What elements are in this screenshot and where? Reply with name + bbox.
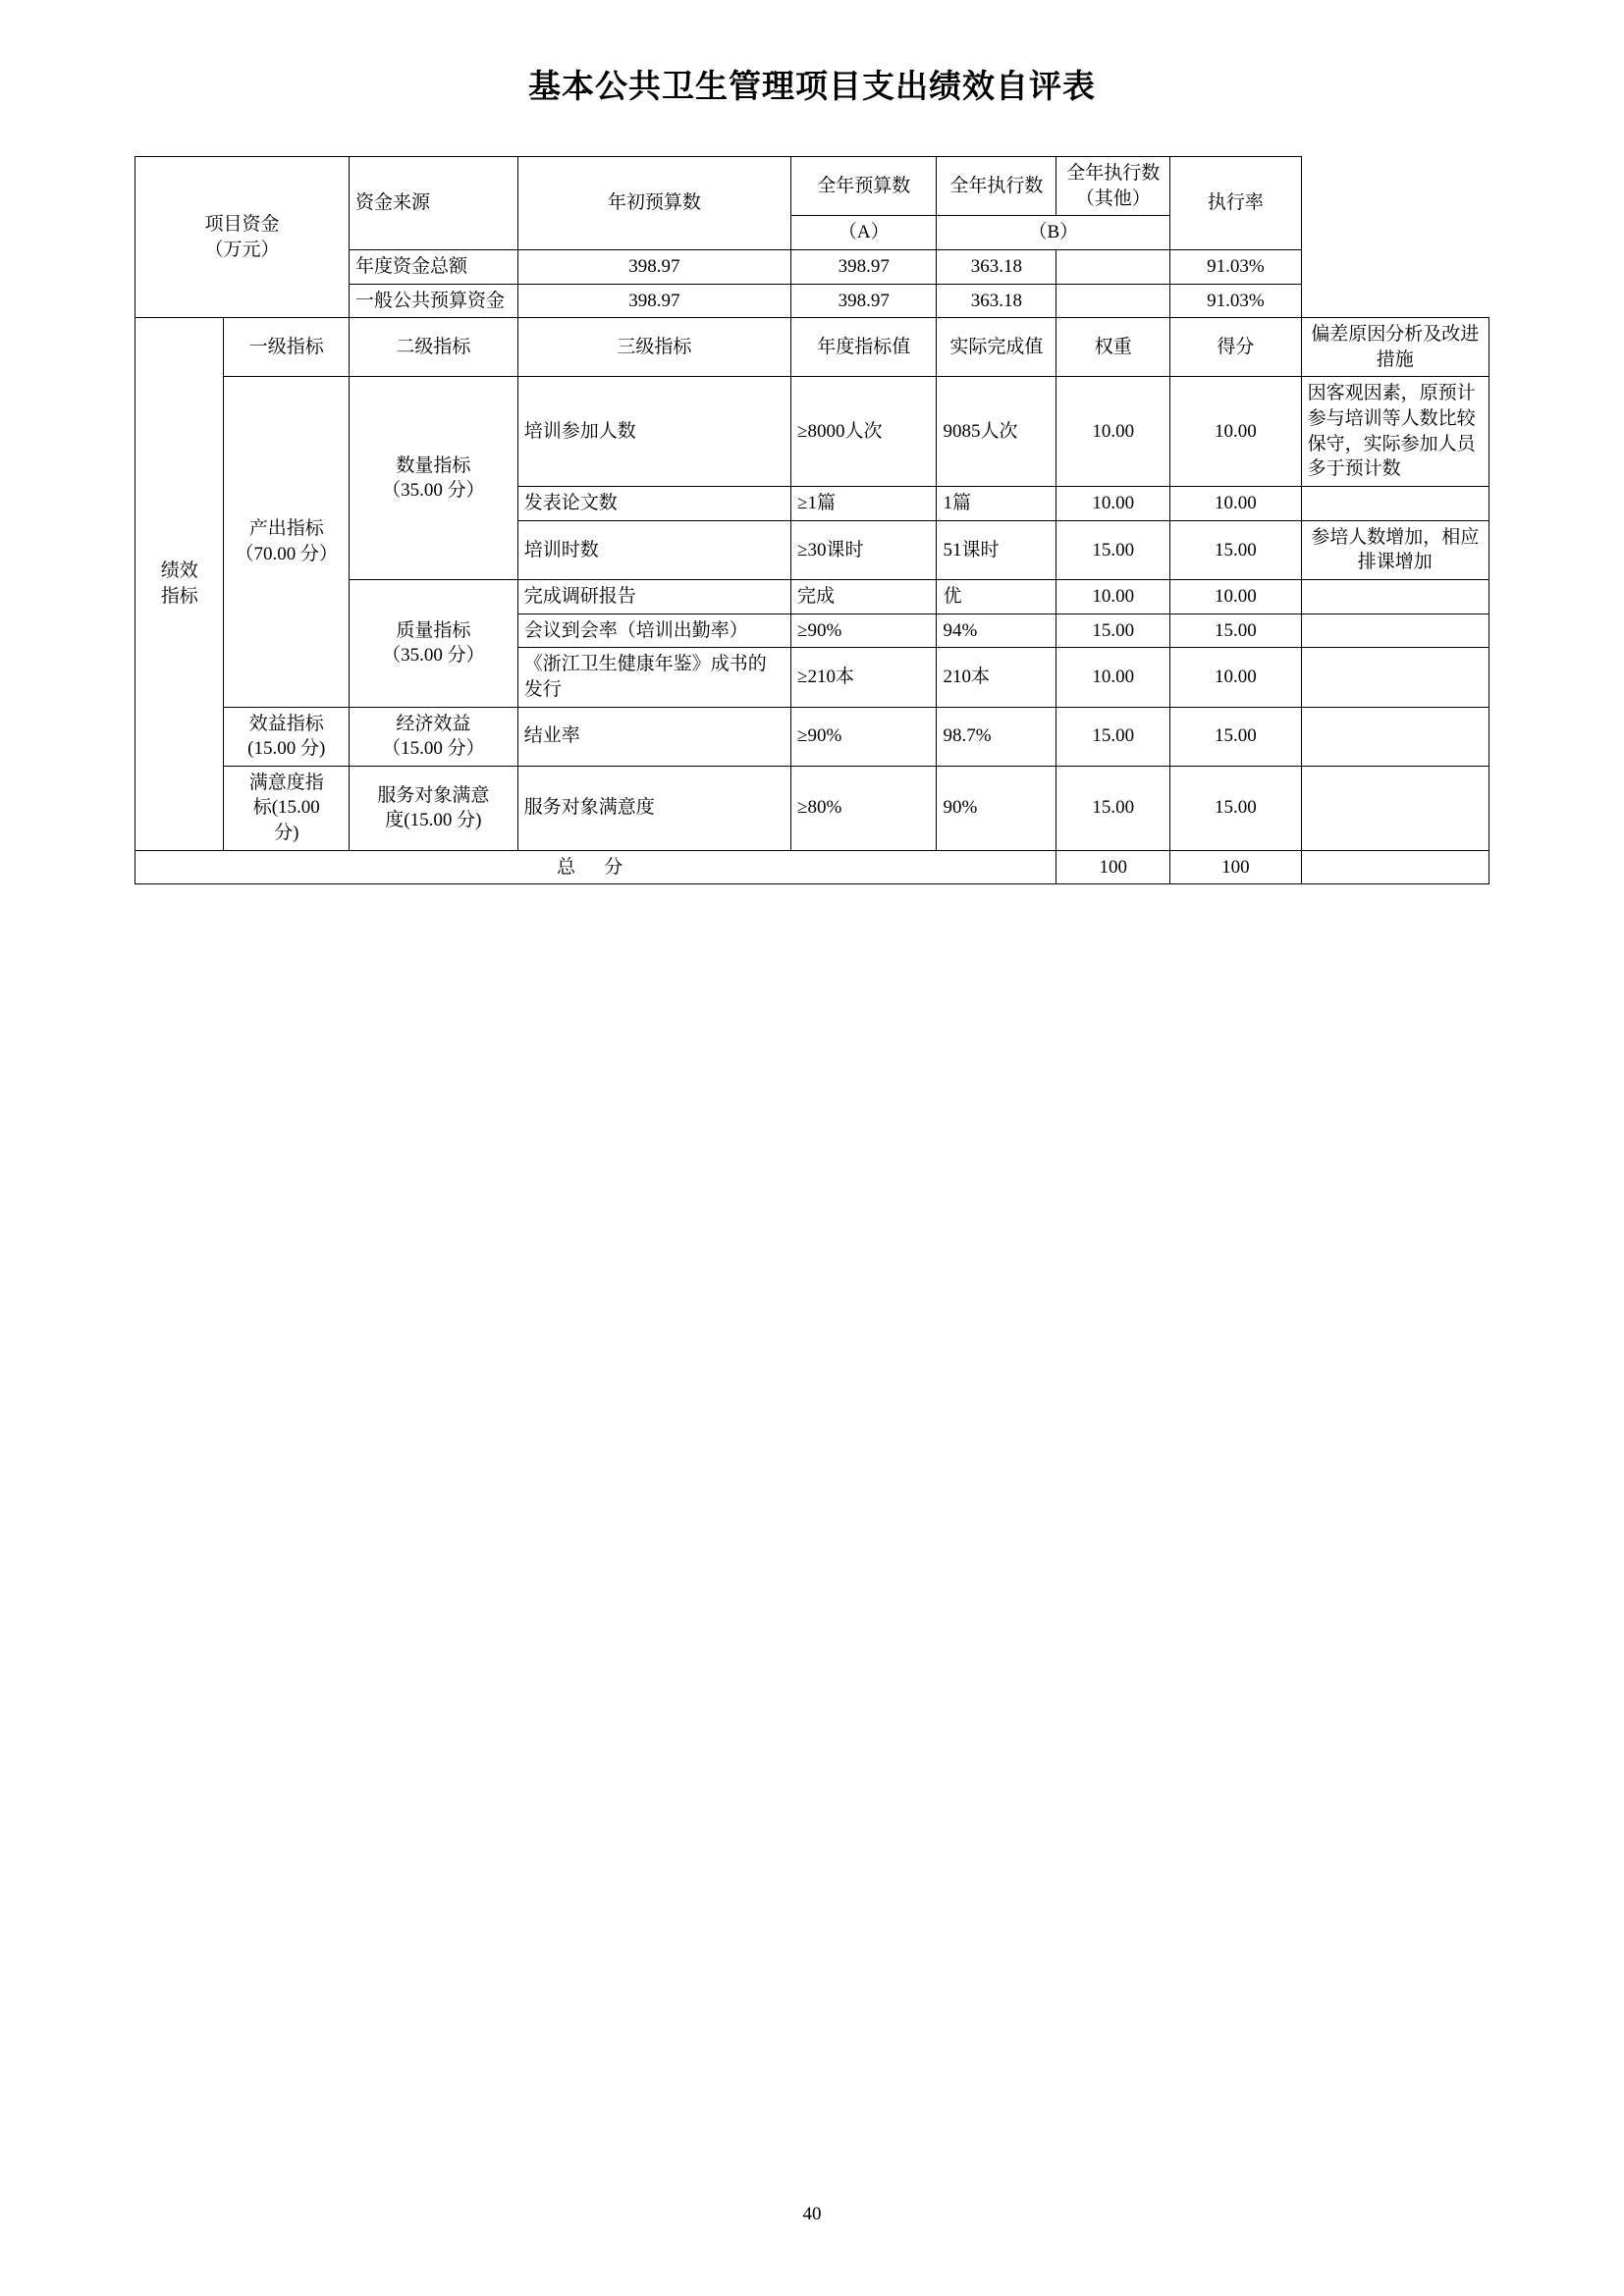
funds-annual-executed-other-value — [1056, 249, 1170, 284]
total-label: 总 分 — [135, 850, 1056, 884]
level2-quantity — [350, 377, 518, 579]
target-value: ≥30课时 — [791, 520, 937, 579]
funds-annual-executed-other-value — [1056, 284, 1170, 318]
table-row — [135, 766, 1489, 850]
weight-value: 10.00 — [1056, 487, 1170, 521]
level2-economic-benefit — [350, 707, 518, 766]
funds-annual-executed-other-header: 全年执行数（其他） — [1056, 157, 1170, 216]
page-number: 40 — [802, 2204, 822, 2224]
target-value: ≥210本 — [791, 648, 937, 707]
score-value: 15.00 — [1170, 707, 1301, 766]
actual-value: 优 — [937, 579, 1056, 614]
performance-side-label-line2: 指标 — [160, 585, 198, 607]
level1-satisfaction-line2: 标(15.00 — [252, 797, 320, 819]
weight-value: 15.00 — [1056, 707, 1170, 766]
level3-label: 服务对象满意度 — [517, 766, 790, 850]
funds-execution-rate-value: 91.03% — [1170, 284, 1301, 318]
target-value: ≥80% — [791, 766, 937, 850]
header-deviation: 偏差原因分析及改进措施 — [1301, 318, 1489, 377]
level3-label: 会议到会率（培训出勤率） — [517, 614, 790, 648]
funds-initial-budget-value: 398.97 — [517, 249, 790, 284]
funds-execution-rate-header: 执行率 — [1170, 157, 1301, 250]
performance-header-row — [135, 318, 1489, 377]
level2-quality-line2: （35.00 分） — [382, 645, 485, 667]
funds-annual-budget-value: 398.97 — [791, 249, 937, 284]
table-row — [135, 377, 1489, 487]
total-deviation — [1301, 850, 1489, 884]
deviation-note — [1301, 579, 1489, 614]
level1-benefit — [224, 707, 350, 766]
header-score: 得分 — [1170, 318, 1301, 377]
level3-label: 《浙江卫生健康年鉴》成书的发行 — [517, 648, 790, 707]
level2-economic-benefit-line1: 经济效益 — [396, 713, 471, 734]
level1-satisfaction-line3: 分) — [274, 823, 299, 844]
weight-value: 15.00 — [1056, 520, 1170, 579]
funds-source-value: 年度资金总额 — [350, 249, 518, 284]
weight-value: 10.00 — [1056, 377, 1170, 487]
header-actual-value: 实际完成值 — [937, 318, 1056, 377]
target-value: ≥8000人次 — [791, 377, 937, 487]
funds-initial-budget-header: 年初预算数 — [517, 157, 790, 250]
target-value: ≥90% — [791, 707, 937, 766]
level2-service-satisfaction — [350, 766, 518, 850]
score-value: 10.00 — [1170, 648, 1301, 707]
funds-annual-executed-header: 全年执行数 — [937, 157, 1056, 216]
score-value: 15.00 — [1170, 520, 1301, 579]
level3-label: 培训时数 — [517, 520, 790, 579]
level2-quantity-line2: （35.00 分） — [382, 480, 485, 502]
actual-value: 1篇 — [937, 487, 1056, 521]
score-value: 10.00 — [1170, 377, 1301, 487]
score-value: 10.00 — [1170, 487, 1301, 521]
header-level3: 三级指标 — [517, 318, 790, 377]
level3-label: 完成调研报告 — [517, 579, 790, 614]
funds-subheader-a: （A） — [791, 216, 937, 250]
level3-label: 发表论文数 — [517, 487, 790, 521]
actual-value: 94% — [937, 614, 1056, 648]
funds-execution-rate-value: 91.03% — [1170, 249, 1301, 284]
total-row — [135, 850, 1489, 884]
main-table — [135, 156, 1489, 884]
score-value: 15.00 — [1170, 766, 1301, 850]
performance-self-evaluation-table — [135, 156, 1489, 884]
page-title: 基本公共卫生管理项目支出绩效自评表 — [528, 68, 1096, 104]
performance-side-label-line1: 绩效 — [160, 561, 198, 582]
actual-value: 9085人次 — [937, 377, 1056, 487]
header-target-value: 年度指标值 — [791, 318, 937, 377]
actual-value: 90% — [937, 766, 1056, 850]
level3-label: 结业率 — [517, 707, 790, 766]
deviation-note — [1301, 707, 1489, 766]
deviation-note — [1301, 766, 1489, 850]
score-value: 10.00 — [1170, 579, 1301, 614]
level1-benefit-line1: 效益指标 — [248, 713, 324, 734]
funds-row-label-line1: 项目资金 — [204, 213, 280, 235]
weight-value: 10.00 — [1056, 579, 1170, 614]
target-value: 完成 — [791, 579, 937, 614]
weight-value: 15.00 — [1056, 766, 1170, 850]
funds-annual-executed-value: 363.18 — [937, 284, 1056, 318]
level3-label: 培训参加人数 — [517, 377, 790, 487]
funds-annual-executed-value: 363.18 — [937, 249, 1056, 284]
level1-satisfaction — [224, 766, 350, 850]
deviation-note — [1301, 487, 1489, 521]
funds-source-value: 一般公共预算资金 — [350, 284, 518, 318]
funds-row-label — [135, 157, 350, 318]
performance-side-label — [135, 318, 224, 851]
total-score: 100 — [1170, 850, 1301, 884]
level2-economic-benefit-line2: （15.00 分） — [382, 738, 485, 760]
deviation-note: 参培人数增加，相应排课增加 — [1301, 520, 1489, 579]
header-level1: 一级指标 — [224, 318, 350, 377]
level2-service-satisfaction-line1: 服务对象满意 — [377, 784, 490, 806]
target-value: ≥90% — [791, 614, 937, 648]
target-value: ≥1篇 — [791, 487, 937, 521]
header-weight: 权重 — [1056, 318, 1170, 377]
level2-service-satisfaction-line2: 度(15.00 分) — [385, 810, 482, 831]
actual-value: 210本 — [937, 648, 1056, 707]
level2-quantity-line1: 数量指标 — [396, 454, 471, 476]
level2-quality-line1: 质量指标 — [396, 619, 471, 641]
funds-source-header: 资金来源 — [350, 157, 518, 250]
funds-initial-budget-value: 398.97 — [517, 284, 790, 318]
table-row — [135, 707, 1489, 766]
level1-output-line1: 产出指标 — [248, 518, 324, 540]
deviation-note: 因客观因素，原预计参与培训等人数比较保守，实际参加人员多于预计数 — [1301, 377, 1489, 487]
total-weight: 100 — [1056, 850, 1170, 884]
level1-output — [224, 377, 350, 707]
funds-row-label-line2: （万元） — [204, 239, 280, 260]
funds-subheader-b: （B） — [937, 216, 1170, 250]
funds-annual-budget-header: 全年预算数 — [791, 157, 937, 216]
weight-value: 15.00 — [1056, 614, 1170, 648]
level1-output-line2: （70.00 分） — [235, 544, 338, 564]
level1-benefit-line2: (15.00 分) — [247, 738, 326, 760]
level2-quality — [350, 579, 518, 707]
level1-satisfaction-line1: 满意度指 — [248, 772, 324, 793]
weight-value: 10.00 — [1056, 648, 1170, 707]
funds-header-row — [135, 157, 1489, 216]
score-value: 15.00 — [1170, 614, 1301, 648]
header-level2: 二级指标 — [350, 318, 518, 377]
actual-value: 98.7% — [937, 707, 1056, 766]
deviation-note — [1301, 614, 1489, 648]
deviation-note — [1301, 648, 1489, 707]
actual-value: 51课时 — [937, 520, 1056, 579]
funds-annual-budget-value: 398.97 — [791, 284, 937, 318]
